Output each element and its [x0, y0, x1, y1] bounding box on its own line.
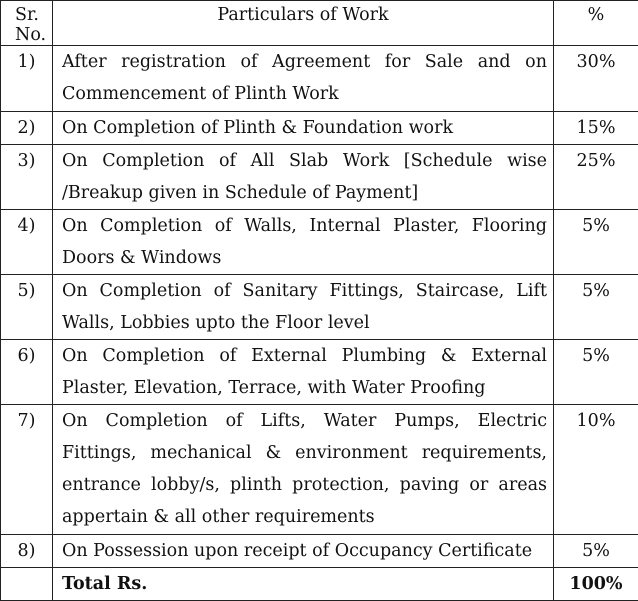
row-particulars: On Completion of External Plumbing & External Plaster, Elevation, Terrace, with Water Proofing: [53, 340, 554, 405]
row-percent: 30%: [554, 46, 638, 112]
table-row: [1, 405, 638, 535]
header-particulars: Particulars of Work: [53, 1, 554, 46]
row-sr: 8): [1, 535, 53, 568]
row-sr: 6): [1, 340, 53, 405]
row-particulars: On Completion of Plinth & Foundation work: [53, 112, 554, 145]
row-percent: 5%: [554, 340, 638, 405]
table-row: [1, 535, 638, 568]
row-particulars: On Completion of Lifts, Water Pumps, Electric Fittings, mechanical & environment requirements, entrance lobby/s, plinth protection, paving or areas appertain & all other requirements: [53, 405, 554, 535]
row-sr: 5): [1, 275, 53, 340]
table-row: [1, 145, 638, 210]
header-percent: %: [554, 1, 638, 46]
total-sr-blank: [1, 568, 53, 601]
row-particulars: After registration of Agreement for Sale and on Commencement of Plinth Work: [53, 46, 554, 112]
row-percent: 5%: [554, 535, 638, 568]
row-sr: 3): [1, 145, 53, 210]
table-row: [1, 46, 638, 112]
row-percent: 25%: [554, 145, 638, 210]
row-sr: 1): [1, 46, 53, 112]
row-percent: 5%: [554, 210, 638, 275]
total-row: [1, 568, 638, 601]
row-percent: 5%: [554, 275, 638, 340]
row-sr: 7): [1, 405, 53, 535]
table-row: [1, 210, 638, 275]
table-row: [1, 340, 638, 405]
header-sr-no: [1, 1, 53, 46]
row-particulars: On Completion of Walls, Internal Plaster, Flooring Doors & Windows: [53, 210, 554, 275]
header-row: [1, 1, 638, 46]
row-sr: 4): [1, 210, 53, 275]
row-particulars: On Completion of All Slab Work [Schedule wise /Breakup given in Schedule of Payment]: [53, 145, 554, 210]
row-particulars: On Possession upon receipt of Occupancy Certificate: [53, 535, 554, 568]
table-row: [1, 112, 638, 145]
total-label: Total Rs.: [53, 568, 554, 601]
row-sr: 2): [1, 112, 53, 145]
table-row: [1, 275, 638, 340]
row-percent: 15%: [554, 112, 638, 145]
header-sr-line2: No.: [15, 25, 46, 45]
row-percent: 10%: [554, 405, 638, 535]
row-particulars: On Completion of Sanitary Fittings, Staircase, Lift Walls, Lobbies upto the Floor level: [53, 275, 554, 340]
header-sr-line1: Sr.: [15, 5, 39, 25]
total-percent: 100%: [554, 568, 638, 601]
